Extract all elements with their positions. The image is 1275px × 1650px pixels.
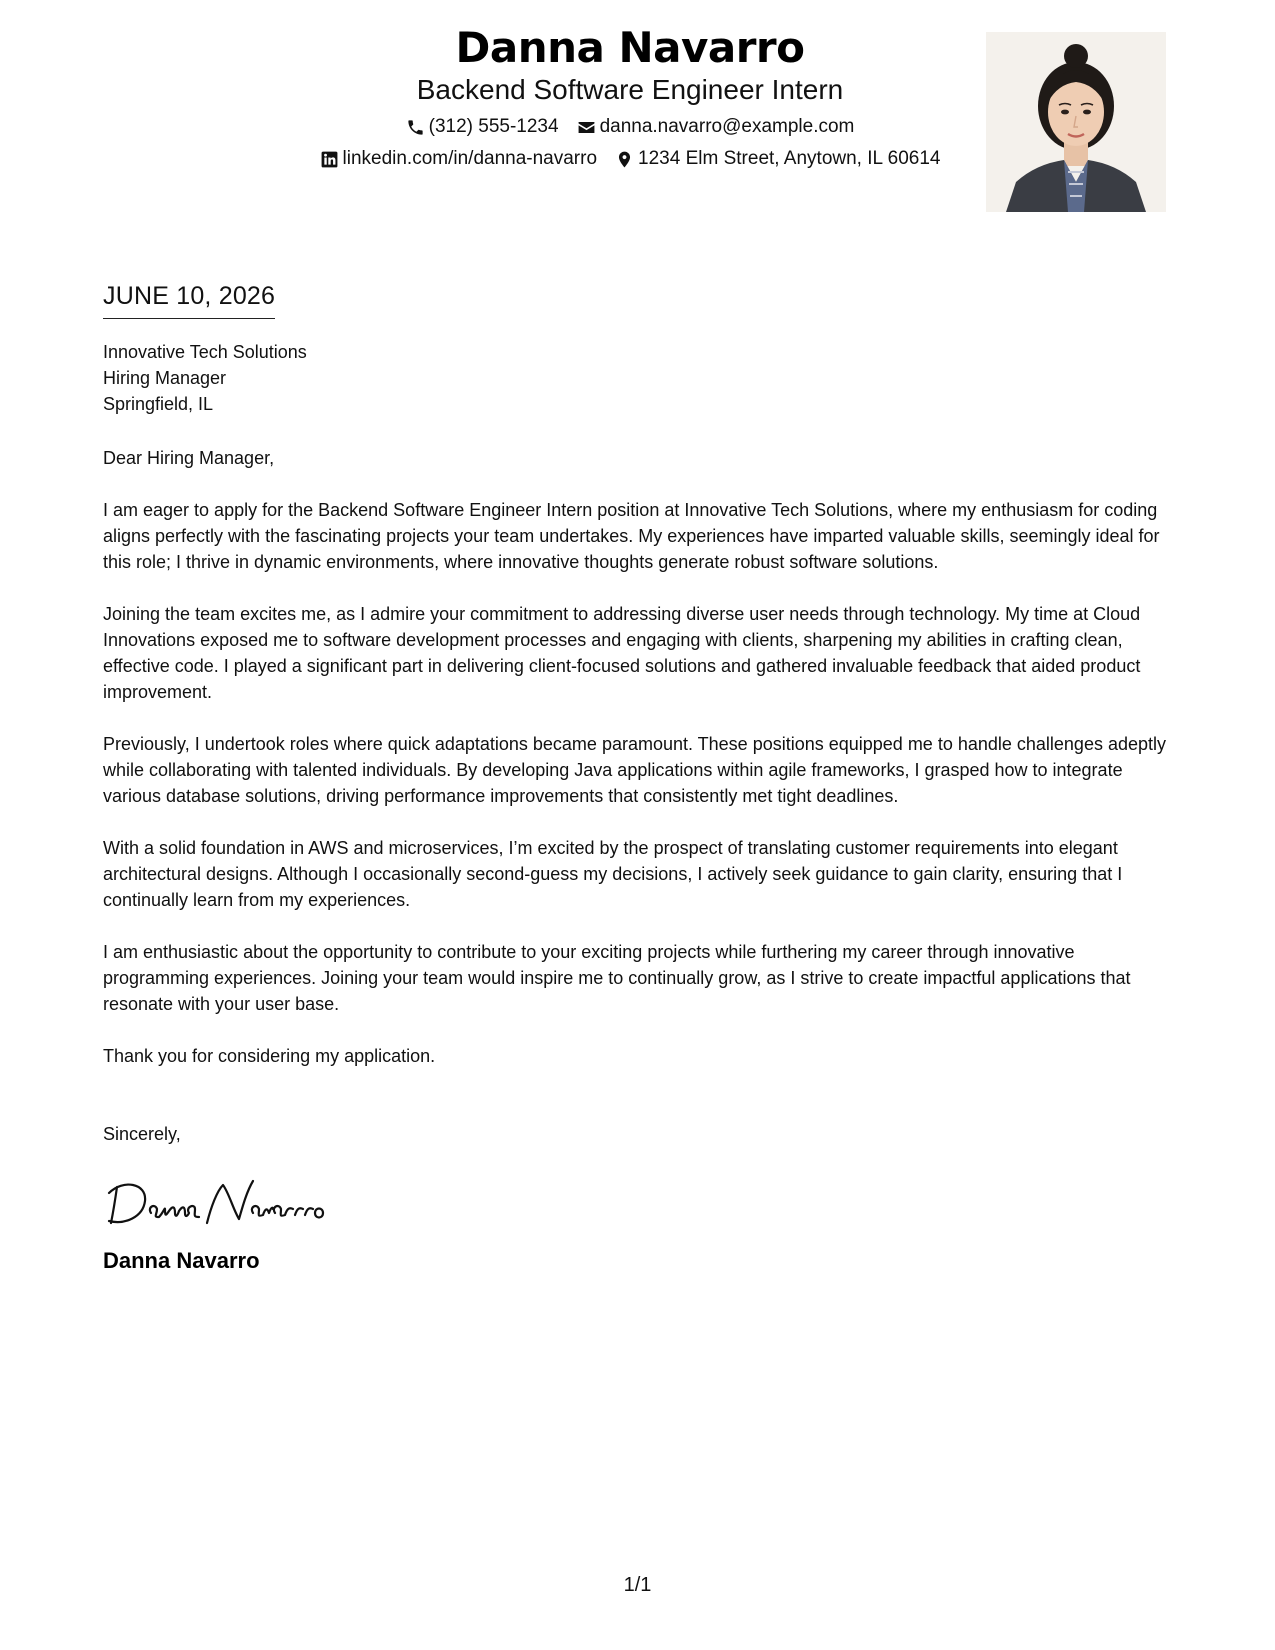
closing: Sincerely, [103, 1124, 181, 1144]
phone-number: (312) 555-1234 [428, 116, 559, 137]
header-text [250, 22, 1010, 172]
contact-email[interactable] [577, 114, 855, 140]
contact-line-2 [250, 146, 1010, 172]
letter-header [0, 22, 1275, 222]
body-paragraph: With a solid foundation in AWS and microservices, I’m excited by the prospect of translating customer requirements into elegant architectural designs. Although I occasionally second-guess my decisions, I actively seek guidance to gain clarity, ensuring that I continually learn from my experiences. [103, 838, 1123, 910]
letter-content [103, 280, 1183, 1275]
street-address: 1234 Elm Street, Anytown, IL 60614 [638, 148, 941, 169]
body-paragraph: Thank you for considering my application. [103, 1046, 436, 1066]
profile-photo [986, 32, 1166, 212]
linkedin-url: linkedin.com/in/danna-navarro [342, 148, 598, 169]
handwritten-signature [103, 1173, 1183, 1233]
letter-date: JUNE 10, 2026 [103, 280, 275, 319]
salutation: Dear Hiring Manager, [103, 448, 275, 468]
contact-address [615, 146, 940, 172]
body-paragraph: Joining the team excites me, as I admire your commitment to addressing diverse user needs through technology. My time at Cloud Innovations exposed me to software development processes and engaging with clients, sharpening my abilities in crafting clean, effective code. I played a significant part in delivering client-focused solutions and gathered invaluable feedback that aided product improvement. [103, 604, 1141, 702]
recipient-block [103, 339, 1183, 417]
phone-icon [406, 118, 425, 137]
map-pin-icon [615, 150, 634, 169]
page-number: 1/1 [623, 1574, 652, 1596]
email-address: danna.navarro@example.com [599, 116, 855, 137]
recipient-company: Innovative Tech Solutions [103, 342, 307, 362]
body-paragraph: I am enthusiastic about the opportunity to contribute to your exciting projects while furthering my career through innovative programming experiences. Joining your team would inspire me to continually grow, as I strive to create impactful applications that resonate with your user base. [103, 942, 1131, 1014]
contact-line-1 [250, 114, 1010, 140]
recipient-location: Springfield, IL [103, 394, 214, 414]
envelope-icon [577, 118, 596, 137]
contact-linkedin[interactable] [320, 146, 598, 172]
body-paragraph: I am eager to apply for the Backend Software Engineer Intern position at Innovative Tech Solutions, where my enthusiasm for coding aligns perfectly with the fascinating projects your team undertakes. My experiences have imparted valuable skills, seemingly ideal for this role; I thrive in dynamic environments, where innovative thoughts generate robust software solutions. [103, 500, 1160, 572]
linkedin-icon [320, 150, 339, 169]
applicant-name: Danna Navarro [455, 23, 805, 72]
letter-body [103, 497, 1183, 1069]
applicant-role: Backend Software Engineer Intern [416, 74, 844, 105]
contact-phone [406, 114, 559, 140]
body-paragraph: Previously, I undertook roles where quick adaptations became paramount. These positions equipped me to handle challenges adeptly while collaborating with talented individuals. By developing Java applications within agile frameworks, I grasped how to integrate various database solutions, driving performance improvements that consistently met tight deadlines. [103, 734, 1166, 806]
signature-name: Danna Navarro [103, 1248, 260, 1273]
recipient-title: Hiring Manager [103, 368, 227, 388]
